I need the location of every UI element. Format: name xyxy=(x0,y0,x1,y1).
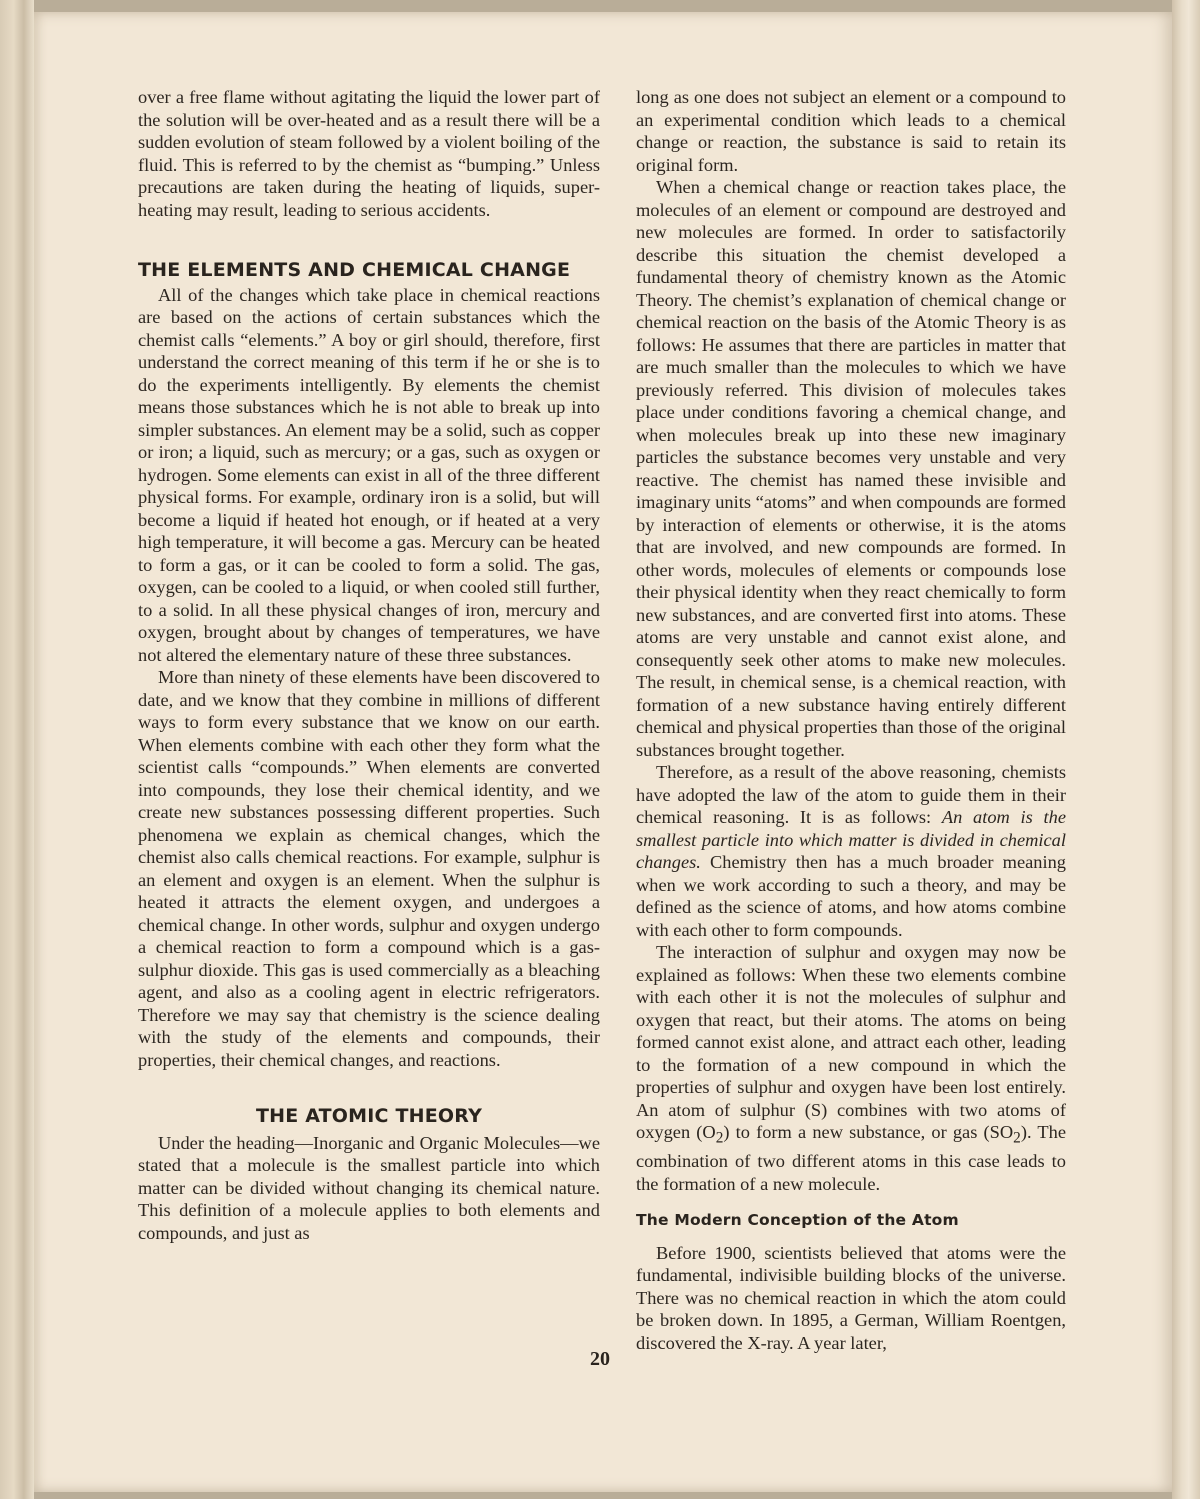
paragraph-elements-definition: All of the changes which take place in chemical reactions are based on the actions of certain substances which the chemist calls “elements.” A boy or girl should, therefore, first understand the correct meaning of this term if he or she is to do the experiments intelligently. By elements the chemist means those substances which he is not able to break up into simpler substances. An element may be a solid, such as copper or iron; a liquid, such as mercury; or a gas, such as oxygen or hydrogen. Some elements can exist in all of the three different physical forms. For example, ordinary iron is a solid, but will become a liquid if heated hot enough, or if heated at a very high temperature, it will become a gas. Mercury can be heated to form a gas, or it can be cooled to form a solid. The gas, oxygen, can be cooled to a liquid, or when cooled still further, to a solid. In all these physical changes of iron, mercury and oxygen, brought about by changes of temperatures, we have not altered the elementary nature of these three substances. xyxy=(138,284,600,665)
paragraph-molecule-definition: Under the heading—Inorganic and Organic Molecules—we stated that a molecule is the smallest particle into which matter can be divided without changing its chemical nature. This definition of a molecule applies to both elements and compounds, and just as xyxy=(138,1132,600,1243)
page-number: 20 xyxy=(590,1348,610,1370)
paragraph-original-form: long as one does not subject an element or a compound to an experimental condition which leads to a chemical change or reaction, the substance is said to retain its original form. xyxy=(636,87,1066,175)
heading-modern-conception: The Modern Conception of the Atom xyxy=(636,1211,959,1230)
paragraph-before-1900: Before 1900, scientists believed that atoms were the fundamental, indivisible building blocks of the universe. There was no chemical reaction in which the atom could be broken down. In 1895, a German, William Roentgen, discovered the X-ray. A year later, xyxy=(636,1242,1066,1353)
heading-elements-chemical-change: THE ELEMENTS AND CHEMICAL CHANGE xyxy=(138,259,571,281)
paragraph-elements-compounds: More than ninety of these elements have been discovered to date, and we know that they combine in millions of different ways to form every substance that we know on our earth. When elements combine with each other they form what the scientist calls “compounds.” When elements are converted into compounds, they lose their chemical identity, and we create new substances possessing different properties. Such phenomena we explain as chemical changes, which the chemist also calls chemical reactions. For example, sulphur is an element and oxygen is an element. When the sulphur is heated it attracts the element oxygen, and undergoes a chemical change. In other words, sulphur and oxygen undergo a chemical reaction to form a compound which is a gas-sulphur dioxide. This gas is used commercially as a bleaching agent, and also as a cooling agent in electric refrigerators. Therefore we may say that chemistry is the science dealing with the study of the elements and compounds, their properties, their chemical changes, and reactions. xyxy=(138,667,600,1070)
paragraph-chemical-change-atoms: When a chemical change or reaction takes place, the molecules of an element or compound are destroyed and new molecules are formed. In order to satisfactorily describe this situation the chemist developed a fundamental theory of chemistry known as the Atomic Theory. The chemist’s explanation of chemical change or chemical reaction on the basis of the Atomic Theory is as follows: He assumes that there are particles in matter that are much smaller than the molecules to which we have previously referred. This division of molecules takes place under conditions favoring a chemical change, and when molecules break up into these new imaginary particles the substance becomes very unstable and very reactive. The chemist has named these invisible and imaginary units “atoms” and when compounds are formed by interaction of elements or otherwise, it is the atoms that are involved, and new compounds are formed. In other words, molecules of elements or compounds lose their physical identity when they react chemically to form new substances, and are converted first into atoms. These atoms are very unstable and cannot exist alone, and consequently seek other atoms to make new molecules. The result, in chemical sense, is a chemical reaction, with formation of a new substance having entirely different chemical and physical properties than those of the original substances brought together. xyxy=(636,177,1066,760)
law-intro-text: Therefore, as a result of the above reasoning, chemists have adopted the law of the atom to guide them in their chemical reasoning. It is as follows: xyxy=(636,762,1066,827)
paragraph-sulphur-oxygen xyxy=(636,941,1066,1195)
paragraph-law-of-atom xyxy=(636,761,1066,941)
book-spine xyxy=(1172,0,1200,1499)
right-column xyxy=(636,86,1066,1354)
interaction-text-2: ) to form a new substance, or gas (SO xyxy=(723,1122,1014,1142)
left-column xyxy=(138,86,600,1244)
heading-atomic-theory: THE ATOMIC THEORY xyxy=(255,1105,483,1127)
paragraph-bumping: over a free flame without agitating the liquid the lower part of the solution will be over-heated and as a result there will be a sudden evolution of steam followed by a violent boiling of the fluid. This is referred to by the chemist as “bumping.” Unless precautions are taken during the heating of liquids, super-heating may result, leading to serious accidents. xyxy=(138,87,600,220)
scan-left-edge xyxy=(0,0,34,1499)
sulphur-dioxide-subscript: 2 xyxy=(1013,1129,1021,1147)
law-of-atom-statement: An atom is the smallest particle into which matter is divided in chemical changes. xyxy=(636,807,1066,872)
interaction-text-1: The interaction of sulphur and oxygen may now be explained as follows: When these two elements combine with each other it is not the molecules of sulphur and oxygen that react, but their atoms. The atoms on being formed cannot exist alone, and attract each other, leading to the formation of a new compound in which the properties of sulphur and oxygen have been lost entirely. An atom of sulphur (S) combines with two atoms of oxygen (O xyxy=(636,942,1066,1142)
oxygen-subscript: 2 xyxy=(715,1129,724,1147)
law-conclusion-text: Chemistry then has a much broader meaning when we work according to such a theory, and may be defined as the science of atoms, and how atoms combine with each other to form compounds. xyxy=(636,852,1066,940)
interaction-text-3: ). The combination of two different atoms in this case leads to the formation of a new molecule. xyxy=(636,1122,1066,1194)
